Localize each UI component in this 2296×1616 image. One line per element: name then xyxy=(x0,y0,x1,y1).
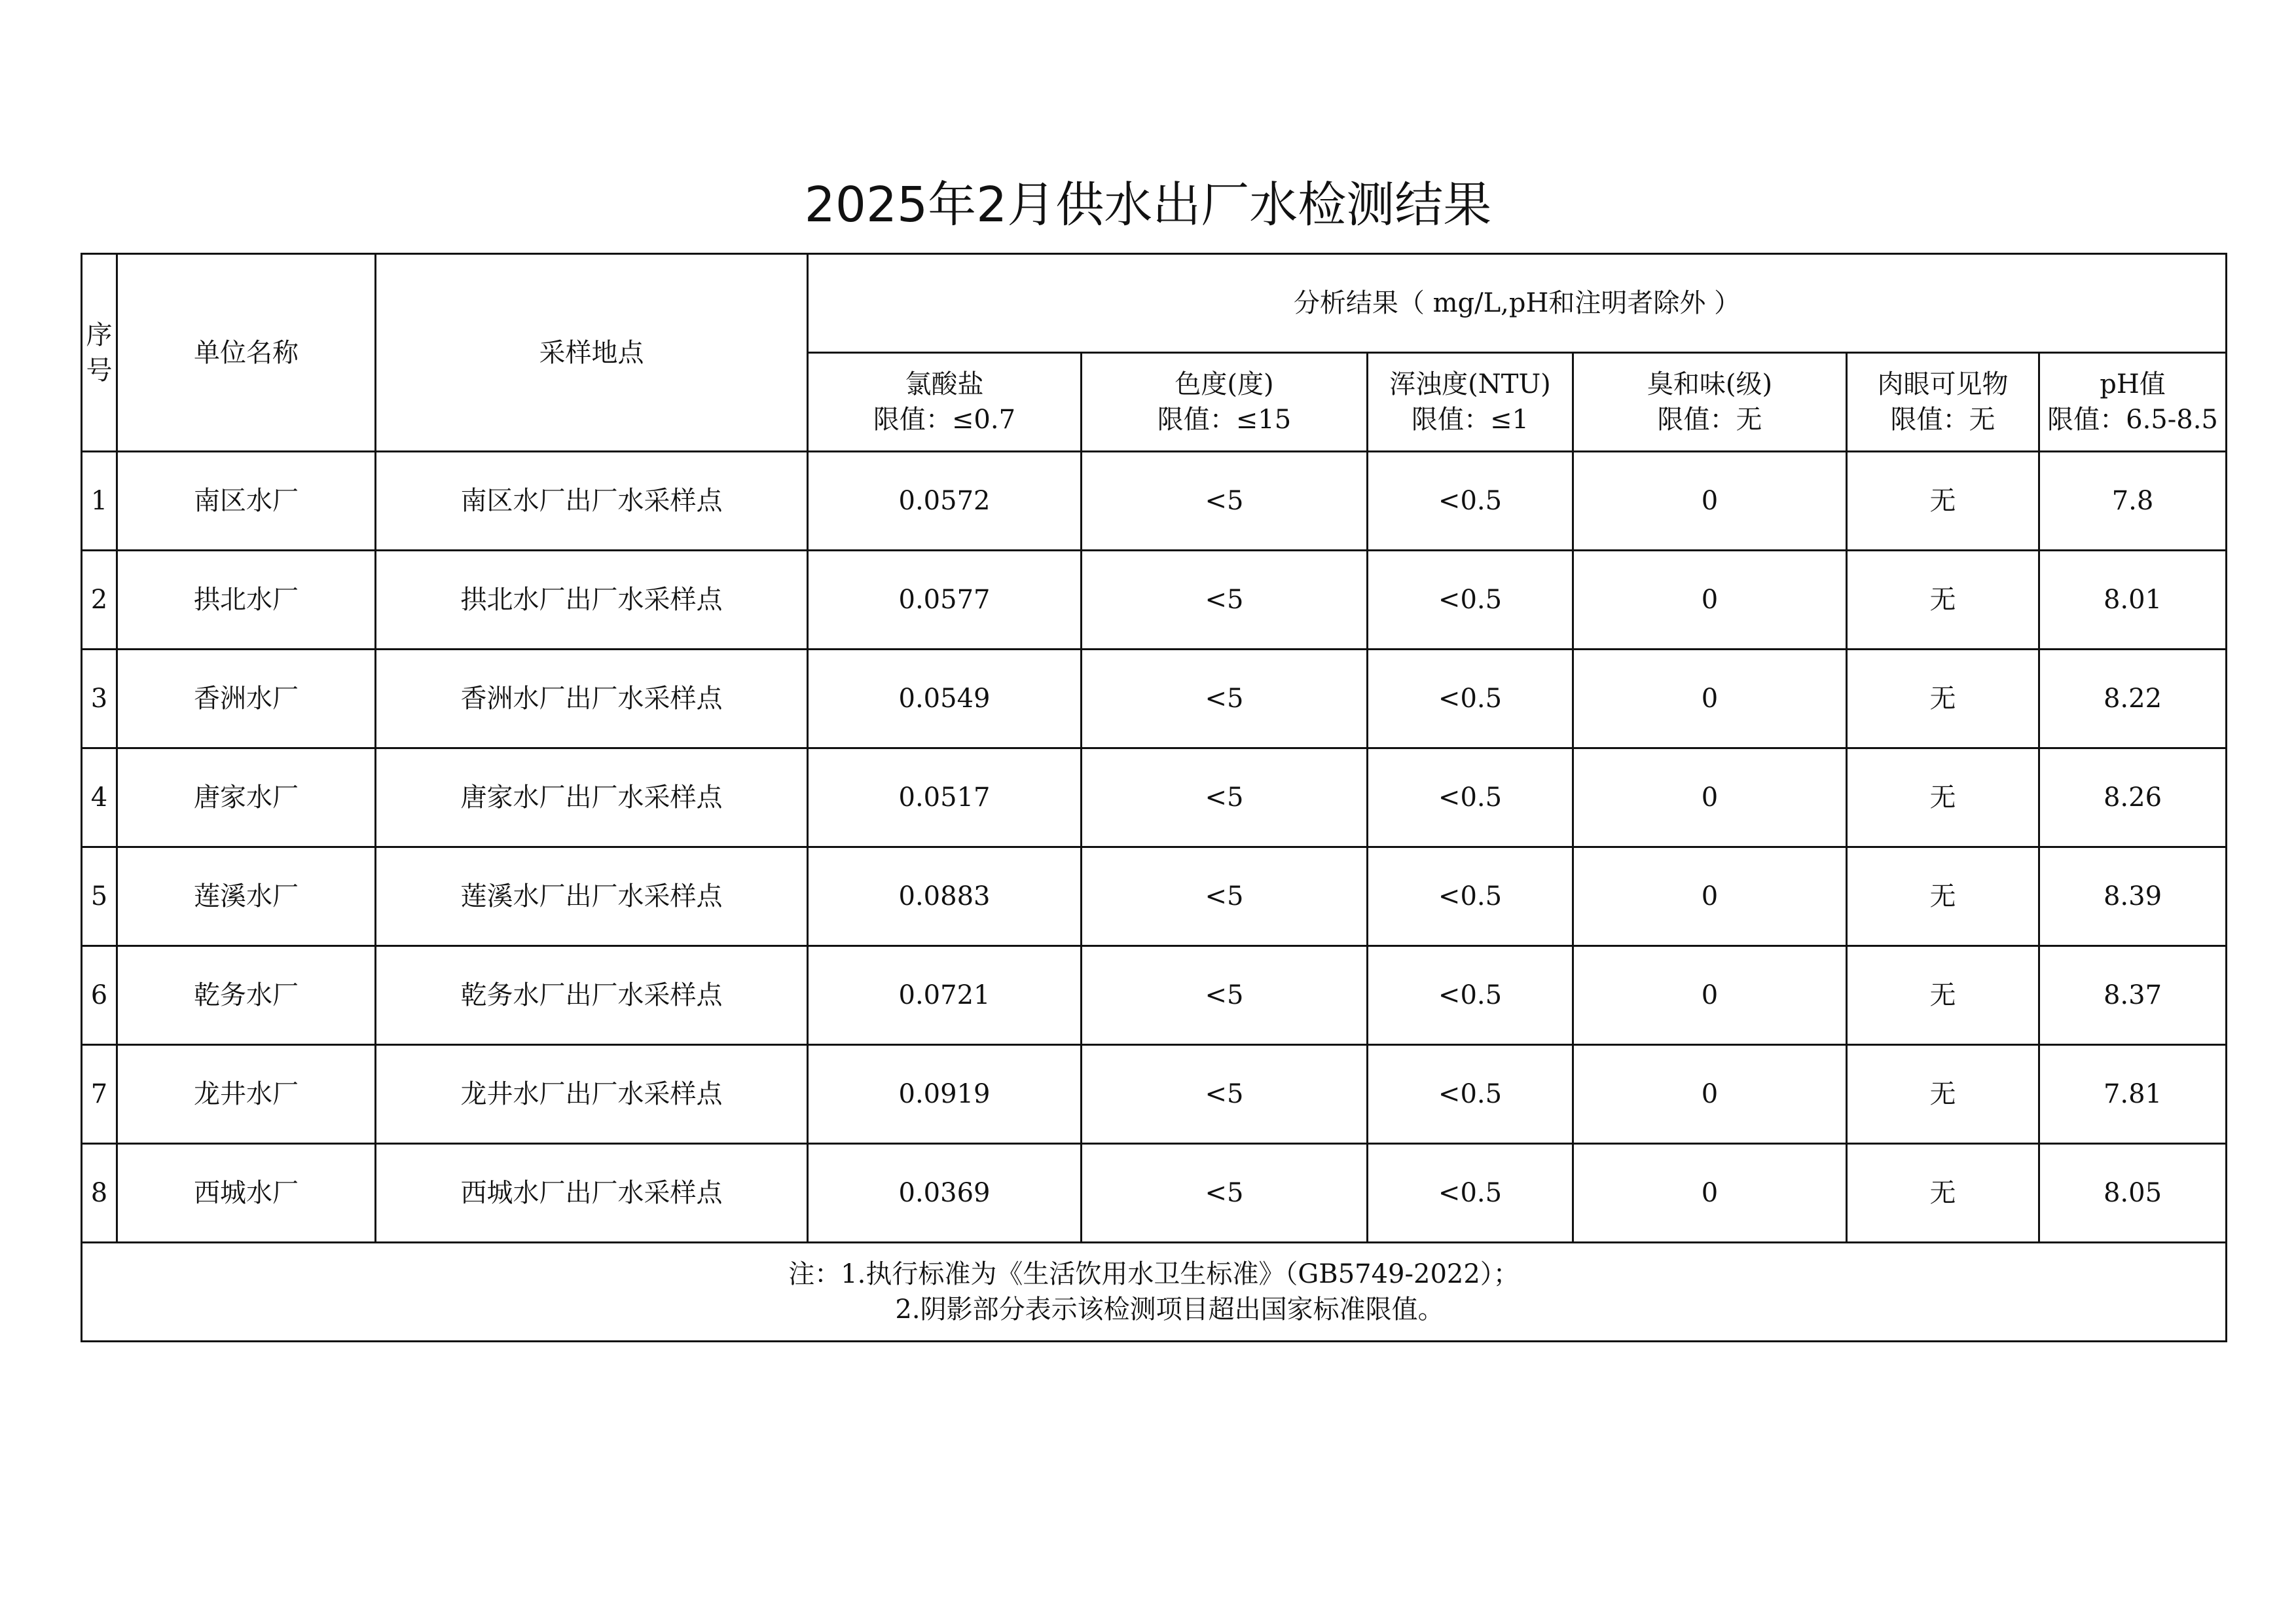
header-name: 色度(度) xyxy=(1175,369,1274,399)
cell-visible: 无 xyxy=(1847,1144,2039,1243)
header-limit: 限值：6.5-8.5 xyxy=(2047,405,2218,435)
cell-site: 龙井水厂出厂水采样点 xyxy=(376,1045,808,1144)
cell-color: <5 xyxy=(1082,1045,1368,1144)
cell-seq: 1 xyxy=(82,452,117,551)
cell-chlorate: 0.0369 xyxy=(808,1144,1082,1243)
cell-odor: 0 xyxy=(1573,1144,1847,1243)
cell-visible: 无 xyxy=(1847,1045,2039,1144)
header-limit: 限值：无 xyxy=(1890,405,1995,435)
cell-odor: 0 xyxy=(1573,452,1847,551)
table-row xyxy=(82,551,2227,650)
cell-chlorate: 0.0919 xyxy=(808,1045,1082,1144)
results-table xyxy=(81,253,2227,1342)
note-line-2: 2.阴影部分表示该检测项目超出国家标准限值。 xyxy=(895,1295,1444,1325)
cell-chlorate: 0.0517 xyxy=(808,748,1082,847)
cell-turbidity: <0.5 xyxy=(1368,847,1573,946)
cell-turbidity: <0.5 xyxy=(1368,748,1573,847)
cell-visible: 无 xyxy=(1847,452,2039,551)
cell-turbidity: <0.5 xyxy=(1368,551,1573,650)
cell-seq: 8 xyxy=(82,1144,117,1243)
header-unit-name: 单位名称 xyxy=(117,254,376,452)
cell-unit: 香洲水厂 xyxy=(117,650,376,748)
header-ph xyxy=(2039,353,2227,452)
cell-unit: 南区水厂 xyxy=(117,452,376,551)
cell-turbidity: <0.5 xyxy=(1368,452,1573,551)
cell-unit: 唐家水厂 xyxy=(117,748,376,847)
cell-ph: 8.37 xyxy=(2039,946,2227,1045)
table-row xyxy=(82,946,2227,1045)
cell-ph: 7.8 xyxy=(2039,452,2227,551)
table-row xyxy=(82,1144,2227,1243)
cell-turbidity: <0.5 xyxy=(1368,650,1573,748)
cell-seq: 3 xyxy=(82,650,117,748)
header-limit: 限值：≤15 xyxy=(1157,405,1292,435)
header-limit: 限值：≤1 xyxy=(1412,405,1529,435)
cell-color: <5 xyxy=(1082,1144,1368,1243)
cell-visible: 无 xyxy=(1847,946,2039,1045)
header-name: 肉眼可见物 xyxy=(1877,369,2009,399)
cell-turbidity: <0.5 xyxy=(1368,946,1573,1045)
header-odor xyxy=(1573,353,1847,452)
cell-unit: 乾务水厂 xyxy=(117,946,376,1045)
header-analysis-group: 分析结果（ mg/L,pH和注明者除外 ） xyxy=(808,254,2227,353)
cell-odor: 0 xyxy=(1573,650,1847,748)
cell-odor: 0 xyxy=(1573,748,1847,847)
cell-color: <5 xyxy=(1082,650,1368,748)
header-name: 氯酸盐 xyxy=(905,369,984,399)
cell-chlorate: 0.0577 xyxy=(808,551,1082,650)
cell-site: 莲溪水厂出厂水采样点 xyxy=(376,847,808,946)
cell-ph: 8.39 xyxy=(2039,847,2227,946)
cell-seq: 2 xyxy=(82,551,117,650)
header-turbidity xyxy=(1368,353,1573,452)
header-color xyxy=(1082,353,1368,452)
page-title: 2025年2月供水出厂水检测结果 xyxy=(804,177,1492,233)
cell-chlorate: 0.0883 xyxy=(808,847,1082,946)
table-row xyxy=(82,748,2227,847)
cell-site: 唐家水厂出厂水采样点 xyxy=(376,748,808,847)
cell-ph: 8.01 xyxy=(2039,551,2227,650)
cell-color: <5 xyxy=(1082,551,1368,650)
cell-turbidity: <0.5 xyxy=(1368,1045,1573,1144)
header-name: 臭和味(级) xyxy=(1647,369,1773,399)
header-limit: 限值：无 xyxy=(1657,405,1762,435)
notes-cell xyxy=(82,1243,2227,1342)
cell-color: <5 xyxy=(1082,748,1368,847)
cell-seq: 6 xyxy=(82,946,117,1045)
header-visible-matter xyxy=(1847,353,2039,452)
cell-color: <5 xyxy=(1082,452,1368,551)
table-row xyxy=(82,650,2227,748)
table-row xyxy=(82,847,2227,946)
cell-visible: 无 xyxy=(1847,847,2039,946)
cell-ph: 8.26 xyxy=(2039,748,2227,847)
cell-site: 西城水厂出厂水采样点 xyxy=(376,1144,808,1243)
table-row xyxy=(82,1045,2227,1144)
cell-color: <5 xyxy=(1082,847,1368,946)
cell-seq: 7 xyxy=(82,1045,117,1144)
cell-seq: 5 xyxy=(82,847,117,946)
header-seq: 序号 xyxy=(82,254,117,452)
cell-unit: 拱北水厂 xyxy=(117,551,376,650)
header-chlorate xyxy=(808,353,1082,452)
header-sampling-site: 采样地点 xyxy=(376,254,808,452)
cell-visible: 无 xyxy=(1847,650,2039,748)
cell-visible: 无 xyxy=(1847,748,2039,847)
cell-chlorate: 0.0721 xyxy=(808,946,1082,1045)
cell-odor: 0 xyxy=(1573,946,1847,1045)
cell-site: 南区水厂出厂水采样点 xyxy=(376,452,808,551)
cell-site: 乾务水厂出厂水采样点 xyxy=(376,946,808,1045)
cell-seq: 4 xyxy=(82,748,117,847)
cell-unit: 西城水厂 xyxy=(117,1144,376,1243)
cell-ph: 8.05 xyxy=(2039,1144,2227,1243)
cell-odor: 0 xyxy=(1573,551,1847,650)
cell-ph: 8.22 xyxy=(2039,650,2227,748)
header-name: pH值 xyxy=(2100,369,2166,399)
table-row xyxy=(82,452,2227,551)
cell-unit: 龙井水厂 xyxy=(117,1045,376,1144)
note-line-1: 注：1.执行标准为《生活饮用水卫生标准》（GB5749-2022）； xyxy=(788,1259,1520,1289)
cell-chlorate: 0.0572 xyxy=(808,452,1082,551)
cell-site: 香洲水厂出厂水采样点 xyxy=(376,650,808,748)
cell-unit: 莲溪水厂 xyxy=(117,847,376,946)
cell-odor: 0 xyxy=(1573,1045,1847,1144)
header-limit: 限值：≤0.7 xyxy=(873,405,1016,435)
cell-color: <5 xyxy=(1082,946,1368,1045)
header-name: 浑浊度(NTU) xyxy=(1389,369,1551,399)
cell-visible: 无 xyxy=(1847,551,2039,650)
cell-chlorate: 0.0549 xyxy=(808,650,1082,748)
cell-site: 拱北水厂出厂水采样点 xyxy=(376,551,808,650)
cell-turbidity: <0.5 xyxy=(1368,1144,1573,1243)
cell-ph: 7.81 xyxy=(2039,1045,2227,1144)
cell-odor: 0 xyxy=(1573,847,1847,946)
